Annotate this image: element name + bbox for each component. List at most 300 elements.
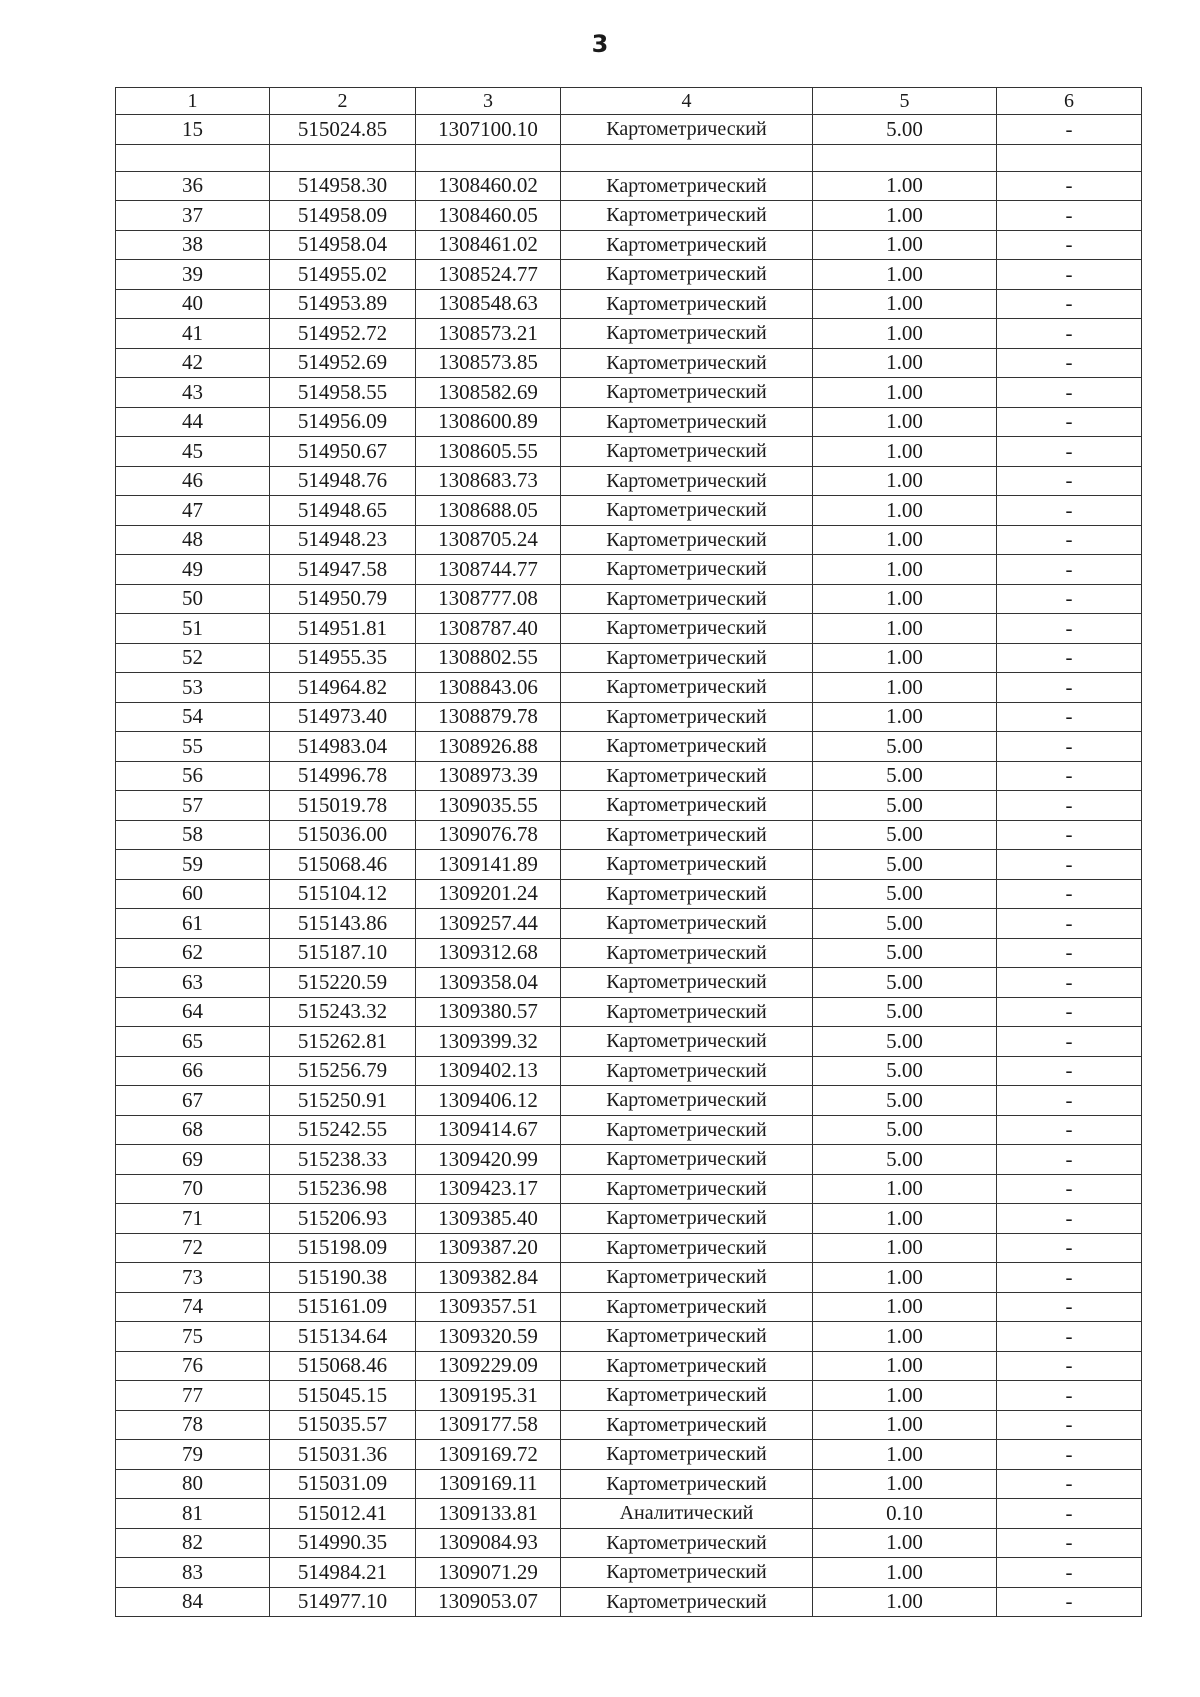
point-number-cell: 36 — [116, 171, 270, 201]
y-coordinate-cell: 1308582.69 — [416, 378, 561, 408]
y-coordinate-cell: 1308600.89 — [416, 407, 561, 437]
y-coordinate-cell: 1308705.24 — [416, 525, 561, 555]
point-number-cell: 77 — [116, 1381, 270, 1411]
description-cell: - — [997, 201, 1142, 231]
point-number-cell: 42 — [116, 348, 270, 378]
x-coordinate-cell: 514947.58 — [270, 555, 416, 585]
point-number-cell: 60 — [116, 879, 270, 909]
y-coordinate-cell: 1309358.04 — [416, 968, 561, 998]
table-row — [116, 525, 1142, 555]
x-coordinate-cell: 515031.36 — [270, 1440, 416, 1470]
table-row — [116, 968, 1142, 998]
y-coordinate-cell: 1309402.13 — [416, 1056, 561, 1086]
table-row — [116, 1115, 1142, 1145]
accuracy-cell: 5.00 — [813, 1115, 997, 1145]
x-coordinate-cell: 514953.89 — [270, 289, 416, 319]
accuracy-cell: 1.00 — [813, 496, 997, 526]
accuracy-cell: 1.00 — [813, 1233, 997, 1263]
accuracy-cell: 1.00 — [813, 555, 997, 585]
accuracy-cell: 1.00 — [813, 1204, 997, 1234]
description-cell: - — [997, 115, 1142, 145]
accuracy-cell: 1.00 — [813, 1410, 997, 1440]
table-row — [116, 1174, 1142, 1204]
table-row — [116, 230, 1142, 260]
description-cell: - — [997, 378, 1142, 408]
point-number-cell: 53 — [116, 673, 270, 703]
y-coordinate-cell: 1309229.09 — [416, 1351, 561, 1381]
description-cell — [997, 144, 1142, 171]
method-cell: Картометрический — [561, 348, 813, 378]
method-cell: Картометрический — [561, 1587, 813, 1617]
description-cell: - — [997, 614, 1142, 644]
x-coordinate-cell: 514952.69 — [270, 348, 416, 378]
table-row — [116, 144, 1142, 171]
x-coordinate-cell: 514973.40 — [270, 702, 416, 732]
point-number-cell: 41 — [116, 319, 270, 349]
y-coordinate-cell: 1309035.55 — [416, 791, 561, 821]
x-coordinate-cell: 515035.57 — [270, 1410, 416, 1440]
description-cell: - — [997, 820, 1142, 850]
description-cell: - — [997, 1410, 1142, 1440]
description-cell: - — [997, 555, 1142, 585]
description-cell: - — [997, 348, 1142, 378]
y-coordinate-cell: 1309399.32 — [416, 1027, 561, 1057]
method-cell: Картометрический — [561, 1145, 813, 1175]
accuracy-cell: 1.00 — [813, 378, 997, 408]
method-cell: Картометрический — [561, 201, 813, 231]
table-body — [116, 88, 1142, 1617]
x-coordinate-cell: 515068.46 — [270, 1351, 416, 1381]
table-row — [116, 1056, 1142, 1086]
accuracy-cell: 1.00 — [813, 1351, 997, 1381]
description-cell: - — [997, 702, 1142, 732]
point-number-cell: 63 — [116, 968, 270, 998]
column-header: 2 — [270, 88, 416, 115]
accuracy-cell: 5.00 — [813, 938, 997, 968]
point-number-cell: 40 — [116, 289, 270, 319]
method-cell: Картометрический — [561, 1115, 813, 1145]
table-row — [116, 171, 1142, 201]
point-number-cell: 66 — [116, 1056, 270, 1086]
point-number-cell: 73 — [116, 1263, 270, 1293]
point-number-cell: 49 — [116, 555, 270, 585]
point-number-cell: 67 — [116, 1086, 270, 1116]
method-cell: Картометрический — [561, 732, 813, 762]
point-number-cell: 54 — [116, 702, 270, 732]
y-coordinate-cell: 1309169.11 — [416, 1469, 561, 1499]
method-cell: Картометрический — [561, 1056, 813, 1086]
y-coordinate-cell: 1308605.55 — [416, 437, 561, 467]
point-number-cell: 75 — [116, 1322, 270, 1352]
x-coordinate-cell: 515068.46 — [270, 850, 416, 880]
x-coordinate-cell: 515045.15 — [270, 1381, 416, 1411]
y-coordinate-cell: 1308787.40 — [416, 614, 561, 644]
table-row — [116, 584, 1142, 614]
x-coordinate-cell: 515143.86 — [270, 909, 416, 939]
method-cell: Аналитический — [561, 1499, 813, 1529]
table-row — [116, 1263, 1142, 1293]
table-row — [116, 201, 1142, 231]
accuracy-cell: 1.00 — [813, 1292, 997, 1322]
point-number-cell: 84 — [116, 1587, 270, 1617]
point-number-cell: 82 — [116, 1528, 270, 1558]
method-cell: Картометрический — [561, 555, 813, 585]
point-number-cell: 81 — [116, 1499, 270, 1529]
point-number-cell: 44 — [116, 407, 270, 437]
method-cell: Картометрический — [561, 1528, 813, 1558]
x-coordinate-cell: 514955.02 — [270, 260, 416, 290]
description-cell: - — [997, 879, 1142, 909]
description-cell: - — [997, 791, 1142, 821]
accuracy-cell: 5.00 — [813, 997, 997, 1027]
table-row — [116, 1145, 1142, 1175]
description-cell: - — [997, 1204, 1142, 1234]
accuracy-cell: 5.00 — [813, 968, 997, 998]
method-cell: Картометрический — [561, 171, 813, 201]
x-coordinate-cell: 514956.09 — [270, 407, 416, 437]
y-coordinate-cell: 1308683.73 — [416, 466, 561, 496]
description-cell: - — [997, 850, 1142, 880]
x-coordinate-cell: 514952.72 — [270, 319, 416, 349]
y-coordinate-cell: 1309420.99 — [416, 1145, 561, 1175]
x-coordinate-cell: 515012.41 — [270, 1499, 416, 1529]
method-cell: Картометрический — [561, 909, 813, 939]
method-cell: Картометрический — [561, 437, 813, 467]
y-coordinate-cell: 1308802.55 — [416, 643, 561, 673]
accuracy-cell: 1.00 — [813, 1322, 997, 1352]
accuracy-cell: 5.00 — [813, 1145, 997, 1175]
point-number-cell: 70 — [116, 1174, 270, 1204]
description-cell: - — [997, 673, 1142, 703]
accuracy-cell: 1.00 — [813, 407, 997, 437]
description-cell: - — [997, 1115, 1142, 1145]
point-number-cell: 76 — [116, 1351, 270, 1381]
description-cell: - — [997, 407, 1142, 437]
point-number-cell: 46 — [116, 466, 270, 496]
point-number-cell: 72 — [116, 1233, 270, 1263]
y-coordinate-cell: 1309195.31 — [416, 1381, 561, 1411]
description-cell: - — [997, 1322, 1142, 1352]
point-number-cell: 15 — [116, 115, 270, 145]
y-coordinate-cell: 1309385.40 — [416, 1204, 561, 1234]
description-cell: - — [997, 1174, 1142, 1204]
accuracy-cell: 0.10 — [813, 1499, 997, 1529]
table-row — [116, 761, 1142, 791]
table-row — [116, 348, 1142, 378]
method-cell: Картометрический — [561, 702, 813, 732]
y-coordinate-cell: 1309357.51 — [416, 1292, 561, 1322]
x-coordinate-cell: 514958.04 — [270, 230, 416, 260]
point-number-cell: 80 — [116, 1469, 270, 1499]
accuracy-cell — [813, 144, 997, 171]
point-number-cell: 48 — [116, 525, 270, 555]
table-row — [116, 115, 1142, 145]
accuracy-cell: 5.00 — [813, 1027, 997, 1057]
accuracy-cell: 1.00 — [813, 673, 997, 703]
accuracy-cell: 5.00 — [813, 791, 997, 821]
method-cell: Картометрический — [561, 1204, 813, 1234]
y-coordinate-cell: 1309414.67 — [416, 1115, 561, 1145]
table-row — [116, 1528, 1142, 1558]
point-number-cell: 56 — [116, 761, 270, 791]
y-coordinate-cell: 1309053.07 — [416, 1587, 561, 1617]
y-coordinate-cell: 1309382.84 — [416, 1263, 561, 1293]
page-number: 3 — [591, 30, 609, 58]
method-cell: Картометрический — [561, 1381, 813, 1411]
description-cell: - — [997, 1292, 1142, 1322]
x-coordinate-cell: 515134.64 — [270, 1322, 416, 1352]
accuracy-cell: 1.00 — [813, 466, 997, 496]
method-cell: Картометрический — [561, 791, 813, 821]
accuracy-cell: 1.00 — [813, 1528, 997, 1558]
description-cell: - — [997, 1499, 1142, 1529]
x-coordinate-cell: 514964.82 — [270, 673, 416, 703]
table-row — [116, 1558, 1142, 1588]
method-cell: Картометрический — [561, 761, 813, 791]
point-number-cell: 37 — [116, 201, 270, 231]
y-coordinate-cell: 1309312.68 — [416, 938, 561, 968]
x-coordinate-cell: 515206.93 — [270, 1204, 416, 1234]
point-number-cell: 51 — [116, 614, 270, 644]
accuracy-cell: 1.00 — [813, 1558, 997, 1588]
y-coordinate-cell: 1308460.02 — [416, 171, 561, 201]
point-number-cell: 39 — [116, 260, 270, 290]
x-coordinate-cell: 514958.30 — [270, 171, 416, 201]
accuracy-cell: 5.00 — [813, 1056, 997, 1086]
x-coordinate-cell: 514984.21 — [270, 1558, 416, 1588]
point-number-cell: 55 — [116, 732, 270, 762]
x-coordinate-cell: 514948.65 — [270, 496, 416, 526]
column-header: 6 — [997, 88, 1142, 115]
description-cell: - — [997, 525, 1142, 555]
accuracy-cell: 1.00 — [813, 1263, 997, 1293]
y-coordinate-cell: 1309387.20 — [416, 1233, 561, 1263]
point-number-cell: 59 — [116, 850, 270, 880]
accuracy-cell: 1.00 — [813, 1469, 997, 1499]
y-coordinate-cell: 1308973.39 — [416, 761, 561, 791]
method-cell: Картометрический — [561, 938, 813, 968]
method-cell: Картометрический — [561, 230, 813, 260]
point-number-cell: 69 — [116, 1145, 270, 1175]
method-cell: Картометрический — [561, 1263, 813, 1293]
y-coordinate-cell: 1309141.89 — [416, 850, 561, 880]
column-header: 1 — [116, 88, 270, 115]
table-row — [116, 1499, 1142, 1529]
point-number-cell: 52 — [116, 643, 270, 673]
y-coordinate-cell: 1309084.93 — [416, 1528, 561, 1558]
table-row — [116, 702, 1142, 732]
x-coordinate-cell: 514951.81 — [270, 614, 416, 644]
y-coordinate-cell: 1309169.72 — [416, 1440, 561, 1470]
description-cell: - — [997, 171, 1142, 201]
description-cell: - — [997, 1469, 1142, 1499]
x-coordinate-cell: 514977.10 — [270, 1587, 416, 1617]
method-cell: Картометрический — [561, 614, 813, 644]
point-number-cell: 47 — [116, 496, 270, 526]
x-coordinate-cell: 515262.81 — [270, 1027, 416, 1057]
description-cell: - — [997, 1027, 1142, 1057]
x-coordinate-cell: 515024.85 — [270, 115, 416, 145]
description-cell: - — [997, 1528, 1142, 1558]
method-cell: Картометрический — [561, 1440, 813, 1470]
method-cell: Картометрический — [561, 1233, 813, 1263]
accuracy-cell: 1.00 — [813, 260, 997, 290]
accuracy-cell: 1.00 — [813, 230, 997, 260]
method-cell: Картометрический — [561, 1469, 813, 1499]
x-coordinate-cell: 515220.59 — [270, 968, 416, 998]
description-cell: - — [997, 1440, 1142, 1470]
x-coordinate-cell: 515161.09 — [270, 1292, 416, 1322]
accuracy-cell: 5.00 — [813, 850, 997, 880]
description-cell: - — [997, 938, 1142, 968]
method-cell: Картометрический — [561, 1174, 813, 1204]
description-cell: - — [997, 1145, 1142, 1175]
y-coordinate-cell: 1308777.08 — [416, 584, 561, 614]
method-cell — [561, 144, 813, 171]
method-cell: Картометрический — [561, 1086, 813, 1116]
y-coordinate-cell: 1309380.57 — [416, 997, 561, 1027]
x-coordinate-cell: 515036.00 — [270, 820, 416, 850]
table-row — [116, 732, 1142, 762]
accuracy-cell: 5.00 — [813, 1086, 997, 1116]
method-cell: Картометрический — [561, 1027, 813, 1057]
point-number-cell: 38 — [116, 230, 270, 260]
table-row — [116, 938, 1142, 968]
point-number-cell: 79 — [116, 1440, 270, 1470]
description-cell: - — [997, 909, 1142, 939]
y-coordinate-cell: 1309076.78 — [416, 820, 561, 850]
description-cell: - — [997, 1381, 1142, 1411]
description-cell: - — [997, 437, 1142, 467]
table-row — [116, 378, 1142, 408]
point-number-cell: 58 — [116, 820, 270, 850]
x-coordinate-cell — [270, 144, 416, 171]
accuracy-cell: 1.00 — [813, 437, 997, 467]
method-cell: Картометрический — [561, 1410, 813, 1440]
description-cell: - — [997, 968, 1142, 998]
point-number-cell: 62 — [116, 938, 270, 968]
table-row — [116, 407, 1142, 437]
method-cell: Картометрический — [561, 496, 813, 526]
point-number-cell: 61 — [116, 909, 270, 939]
x-coordinate-cell: 514950.67 — [270, 437, 416, 467]
table-row — [116, 260, 1142, 290]
accuracy-cell: 1.00 — [813, 702, 997, 732]
table-row — [116, 997, 1142, 1027]
table-row — [116, 1322, 1142, 1352]
y-coordinate-cell: 1309257.44 — [416, 909, 561, 939]
table-row — [116, 791, 1142, 821]
table-row — [116, 1351, 1142, 1381]
point-number-cell: 68 — [116, 1115, 270, 1145]
x-coordinate-cell: 514990.35 — [270, 1528, 416, 1558]
y-coordinate-cell: 1307100.10 — [416, 115, 561, 145]
description-cell: - — [997, 289, 1142, 319]
y-coordinate-cell: 1309133.81 — [416, 1499, 561, 1529]
method-cell: Картометрический — [561, 1292, 813, 1322]
method-cell: Картометрический — [561, 319, 813, 349]
table-row — [116, 879, 1142, 909]
y-coordinate-cell — [416, 144, 561, 171]
table-row — [116, 1381, 1142, 1411]
y-coordinate-cell: 1308460.05 — [416, 201, 561, 231]
description-cell: - — [997, 643, 1142, 673]
y-coordinate-cell: 1308573.21 — [416, 319, 561, 349]
x-coordinate-cell: 514950.79 — [270, 584, 416, 614]
description-cell: - — [997, 1086, 1142, 1116]
accuracy-cell: 1.00 — [813, 1587, 997, 1617]
method-cell: Картометрический — [561, 1558, 813, 1588]
table-row — [116, 1292, 1142, 1322]
description-cell: - — [997, 1558, 1142, 1588]
method-cell: Картометрический — [561, 1322, 813, 1352]
accuracy-cell: 5.00 — [813, 761, 997, 791]
description-cell: - — [997, 1351, 1142, 1381]
x-coordinate-cell: 514958.55 — [270, 378, 416, 408]
coordinates-table — [115, 87, 1142, 1617]
point-number-cell: 83 — [116, 1558, 270, 1588]
method-cell: Картометрический — [561, 407, 813, 437]
table-row — [116, 1587, 1142, 1617]
method-cell: Картометрический — [561, 850, 813, 880]
accuracy-cell: 1.00 — [813, 289, 997, 319]
y-coordinate-cell: 1309406.12 — [416, 1086, 561, 1116]
point-number-cell: 71 — [116, 1204, 270, 1234]
x-coordinate-cell: 515190.38 — [270, 1263, 416, 1293]
table-row — [116, 614, 1142, 644]
description-cell: - — [997, 319, 1142, 349]
column-header: 5 — [813, 88, 997, 115]
x-coordinate-cell: 515256.79 — [270, 1056, 416, 1086]
y-coordinate-cell: 1308688.05 — [416, 496, 561, 526]
table-row — [116, 289, 1142, 319]
accuracy-cell: 1.00 — [813, 348, 997, 378]
y-coordinate-cell: 1309201.24 — [416, 879, 561, 909]
y-coordinate-cell: 1309071.29 — [416, 1558, 561, 1588]
description-cell: - — [997, 496, 1142, 526]
column-header: 4 — [561, 88, 813, 115]
point-number-cell: 74 — [116, 1292, 270, 1322]
x-coordinate-cell: 514955.35 — [270, 643, 416, 673]
method-cell: Картометрический — [561, 584, 813, 614]
table-row — [116, 1027, 1142, 1057]
accuracy-cell: 1.00 — [813, 1381, 997, 1411]
y-coordinate-cell: 1308524.77 — [416, 260, 561, 290]
description-cell: - — [997, 1587, 1142, 1617]
method-cell: Картометрический — [561, 260, 813, 290]
description-cell: - — [997, 466, 1142, 496]
table-row — [116, 1204, 1142, 1234]
method-cell: Картометрический — [561, 997, 813, 1027]
table-row — [116, 319, 1142, 349]
description-cell: - — [997, 230, 1142, 260]
method-cell: Картометрический — [561, 525, 813, 555]
point-number-cell — [116, 144, 270, 171]
description-cell: - — [997, 732, 1142, 762]
table-row — [116, 673, 1142, 703]
description-cell: - — [997, 1233, 1142, 1263]
table-row — [116, 909, 1142, 939]
y-coordinate-cell: 1309320.59 — [416, 1322, 561, 1352]
x-coordinate-cell: 514996.78 — [270, 761, 416, 791]
table-row — [116, 1233, 1142, 1263]
accuracy-cell: 1.00 — [813, 171, 997, 201]
accuracy-cell: 5.00 — [813, 879, 997, 909]
accuracy-cell: 1.00 — [813, 201, 997, 231]
method-cell: Картометрический — [561, 643, 813, 673]
method-cell: Картометрический — [561, 289, 813, 319]
table-row — [116, 850, 1142, 880]
